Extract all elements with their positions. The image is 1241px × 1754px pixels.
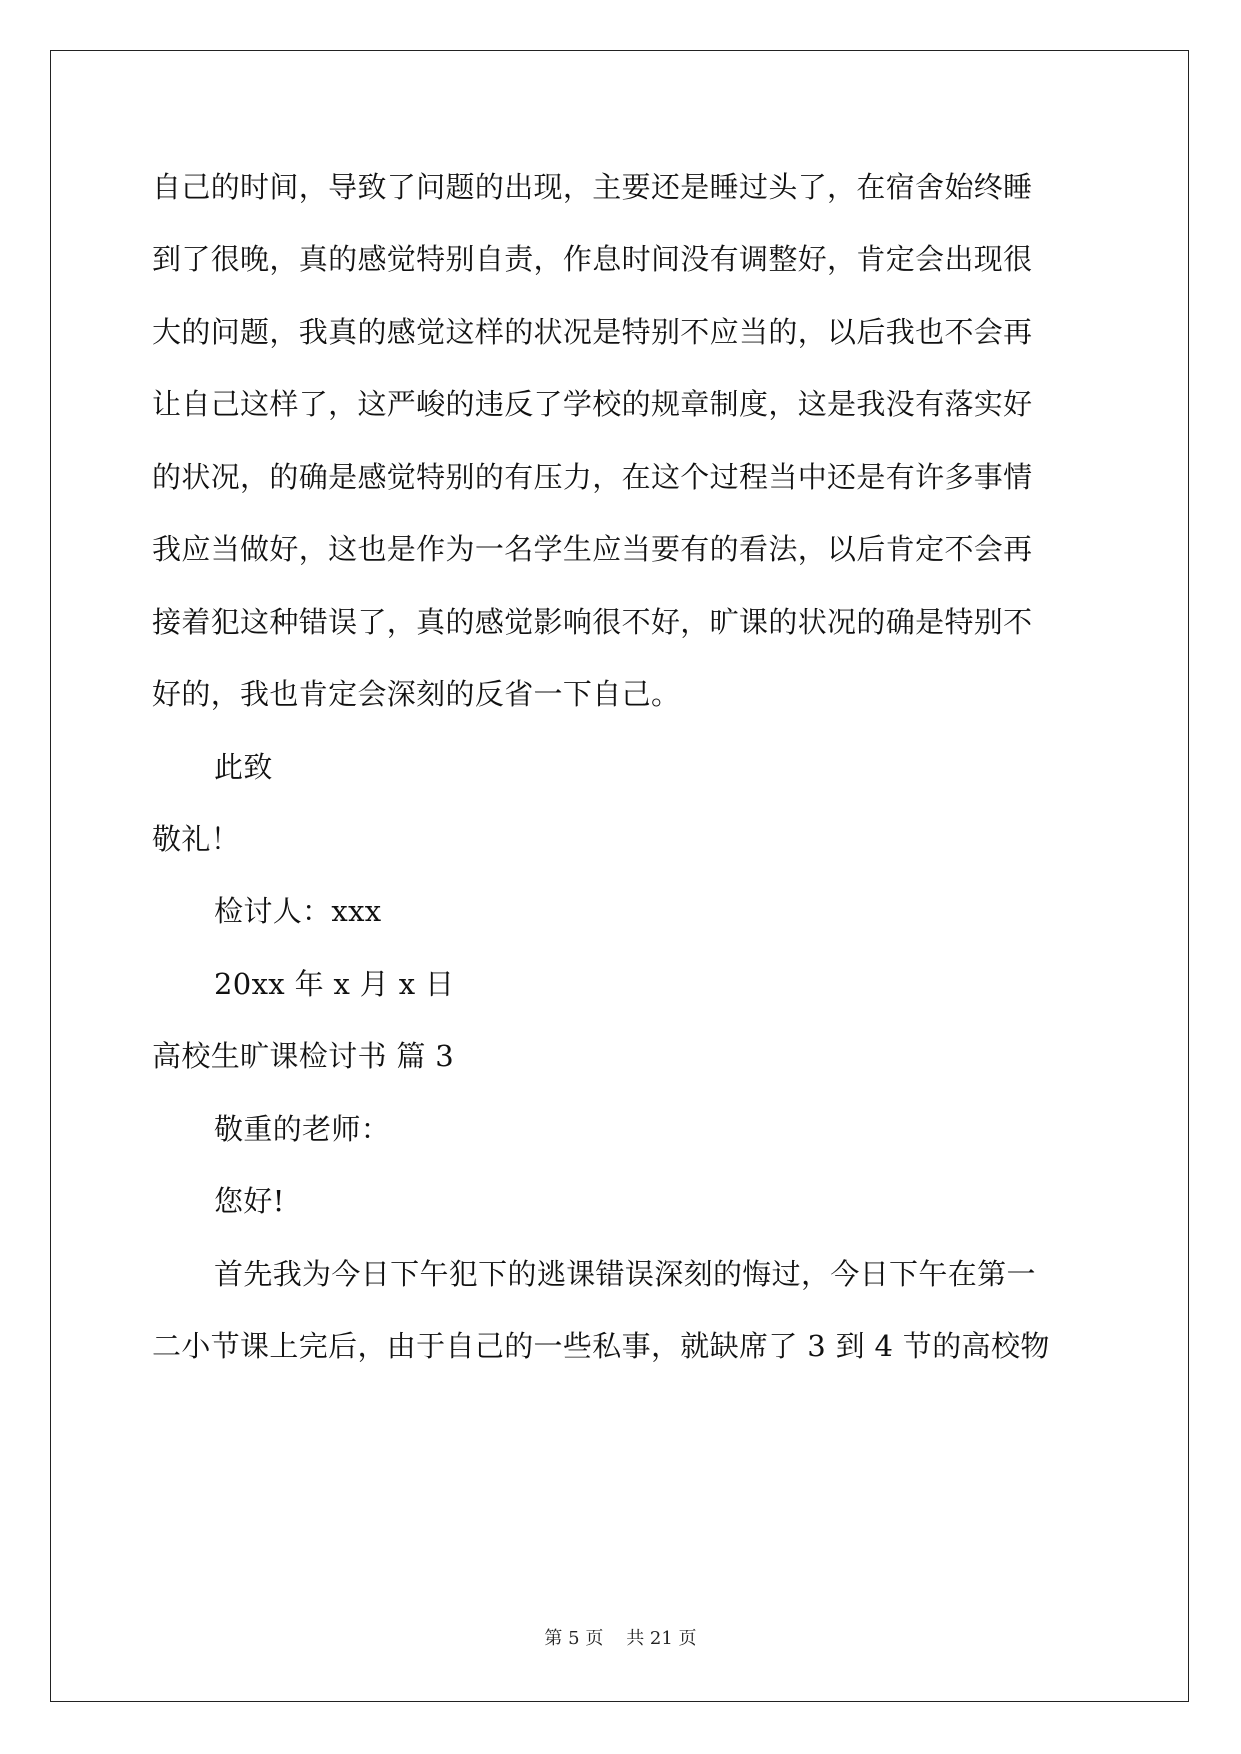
paragraph-line: 二小节课上完后，由于自己的一些私事，就缺席了 3 到 4 节的高校物 xyxy=(152,1329,1050,1363)
paragraph-line: 我应当做好，这也是作为一名学生应当要有的看法，以后肯定不会再 xyxy=(152,532,1033,566)
paragraph-line: 到了很晚，真的感觉特别自责，作息时间没有调整好，肯定会出现很 xyxy=(152,242,1033,276)
salutation: 敬重的老师： xyxy=(214,1112,391,1146)
page-border xyxy=(50,50,1189,1702)
section-heading: 高校生旷课检讨书 篇 3 xyxy=(152,1039,455,1073)
paragraph-line: 接着犯这种错误了，真的感觉影响很不好，旷课的状况的确是特别不 xyxy=(152,605,1033,639)
paragraph-line: 让自己这样了，这严峻的违反了学校的规章制度，这是我没有落实好 xyxy=(152,387,1033,421)
paragraph-line: 大的问题，我真的感觉这样的状况是特别不应当的，以后我也不会再 xyxy=(152,315,1033,349)
paragraph-line: 首先我为今日下午犯下的逃课错误深刻的悔过，今日下午在第一 xyxy=(214,1257,1036,1291)
paragraph-line: 好的，我也肯定会深刻的反省一下自己。 xyxy=(152,677,681,711)
closing-greeting: 敬礼！ xyxy=(152,822,241,856)
paragraph-line: 自己的时间，导致了问题的出现，主要还是睡过头了，在宿舍始终睡 xyxy=(152,170,1033,204)
signature-line: 检讨人：xxx xyxy=(214,894,382,928)
greeting: 您好! xyxy=(214,1184,285,1218)
date-line: 20xx 年 x 月 x 日 xyxy=(214,967,455,1001)
paragraph-line: 的状况，的确是感觉特别的有压力，在这个过程当中还是有许多事情 xyxy=(152,460,1033,494)
page-number-footer: 第 5 页 共 21 页 xyxy=(544,1628,697,1649)
closing-salutation: 此致 xyxy=(214,750,273,784)
